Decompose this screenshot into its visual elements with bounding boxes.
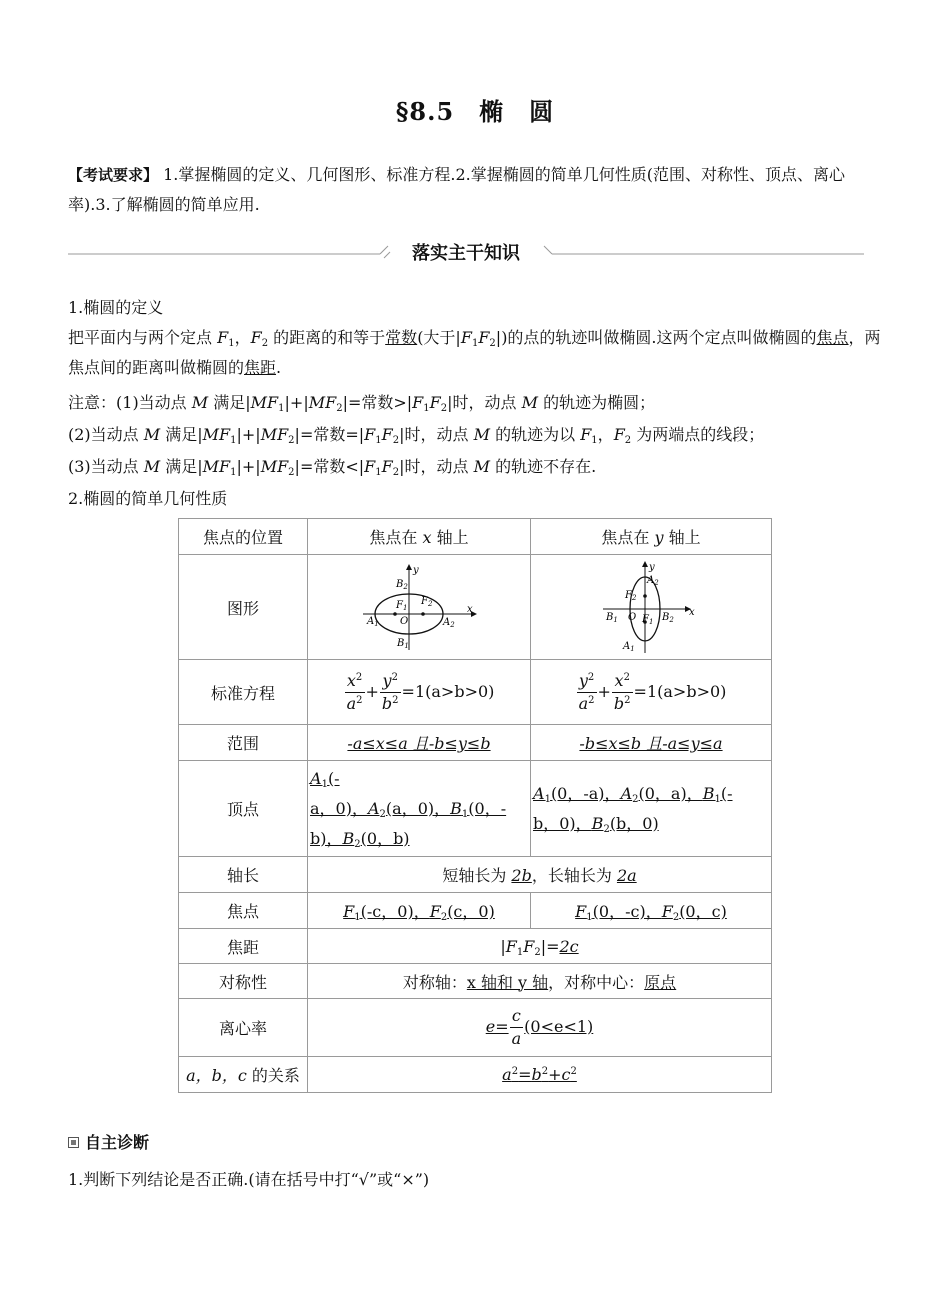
question-1: 1.判断下列结论是否正确.(请在括号中打“√”或“×”) [68, 1170, 430, 1189]
requirements-text: 1.掌握椭圆的定义、几何图形、标准方程.2.掌握椭圆的简单几何性质(范围、对称性、顶点、离心率).3.了解椭圆的简单应用. [68, 165, 845, 214]
horizontal-ellipse-figure [359, 562, 479, 652]
table-row [179, 929, 772, 964]
vertices-y: $A_1(0$，-a)，$A_2(0$，a)，$B_1(-$ b，0)，$B_2(b$，0) [531, 761, 772, 857]
svg-text:O: O [400, 616, 409, 627]
note-1: 注意：(1)当动点 M 满足$|MF_1|+|MF_2|=$常数$>|F_1F_2|$时，动点 M 的轨迹为椭圆； [68, 393, 656, 414]
row-label-focal-distance: 焦距 [179, 929, 308, 964]
range-y: -b≤x≤b 且-a≤y≤a [531, 725, 772, 761]
svg-text:B1: $B_1$ [397, 638, 409, 650]
abc-relation: $a^2=b^2+c^2$ [308, 1057, 772, 1093]
table-row [179, 893, 772, 929]
svg-text:B1: $B_1$ [606, 612, 618, 624]
vertices-x: $A_1(-$ a，0)，$A_2(a$，0)，$B_1(0$，- b)，$B_2(0$，b) [308, 761, 531, 857]
figure-x-ellipse [308, 555, 531, 660]
row-label-eccentricity: 离心率 [179, 999, 308, 1057]
svg-text:F2: $F_2$ [421, 596, 433, 608]
section2-heading: 2.椭圆的简单几何性质 [68, 489, 228, 508]
svg-text:O: O [628, 612, 637, 623]
svg-text:A1: $A_1$ [367, 616, 379, 628]
svg-text:y: y [413, 565, 419, 576]
square-bullet-icon [68, 1137, 79, 1148]
table-row [179, 725, 772, 761]
table-row [179, 1057, 772, 1093]
table-row [179, 761, 772, 857]
section-banner [68, 238, 864, 270]
ellipse-properties-table [178, 518, 772, 1093]
section1-heading: 1.椭圆的定义 [68, 298, 164, 317]
foci-x: $F_1(-c$，0)，$F_2(c$，0) [308, 893, 531, 929]
underlined-constant: 常数 [385, 328, 418, 347]
note-2: (2)当动点 M 满足$|MF_1|+|MF_2|=$常数$=|F_1F_2|$时，动点 M 的轨迹为以 $F_1$，$F_2$ 为两端点的线段； [68, 425, 765, 446]
svg-text:B2: $B_2$ [662, 612, 674, 624]
foci-y: $F_1(0$，-c)，$F_2(0$，c) [531, 893, 772, 929]
symmetry: 对称轴：x 轴和 y 轴，对称中心：原点 [308, 964, 772, 999]
table-row [179, 857, 772, 893]
row-label-foci: 焦点 [179, 893, 308, 929]
svg-text:y: y [649, 562, 655, 573]
row-label-axis-length: 轴长 [179, 857, 308, 893]
eccentricity: e= $\frac{c}{a}$ (0<e<1) [308, 999, 772, 1057]
header-x-axis: 焦点在 x 轴上 [308, 519, 531, 555]
row-label-range: 范围 [179, 725, 308, 761]
svg-text:A1: $A_1$ [623, 641, 635, 653]
svg-text:B2: $B_2$ [396, 579, 408, 591]
self-diagnosis-heading: 自主诊断 [68, 1130, 149, 1153]
header-position: 焦点的位置 [179, 519, 308, 555]
range-x: -a≤x≤a 且-b≤y≤b [308, 725, 531, 761]
svg-text:F1: $F_1$ [642, 614, 654, 626]
table-row [179, 555, 772, 660]
equation-y: $\frac{y^2}{a^2}$ + $\frac{x^2}{b^2}$ =1(a>b>0) [531, 660, 772, 725]
svg-text:A2: $A_2$ [647, 575, 659, 587]
table-row [179, 519, 772, 555]
page-title: §8.5 椭 圆 [395, 97, 555, 126]
vertical-ellipse-figure [601, 559, 701, 655]
row-label-vertices: 顶点 [179, 761, 308, 857]
definition-paragraph: 把平面内与两个定点 $F_1$，$F_2$ 的距离的和等于常数(大于$|F_1F_2|$)的点的轨迹叫做椭圆.这两个定点叫做椭圆的焦点，两焦点间的距离叫做椭圆的焦距. [68, 328, 881, 377]
svg-text:F2: $F_2$ [625, 590, 637, 602]
axis-length: 短轴长为 2b，长轴长为 2a [308, 857, 772, 893]
row-label-equation: 标准方程 [179, 660, 308, 725]
equation-x: $\frac{x^2}{a^2}$ + $\frac{y^2}{b^2}$ =1(a>b>0) [308, 660, 531, 725]
svg-text:A2: $A_2$ [443, 617, 455, 629]
svg-text:F1: $F_1$ [396, 600, 408, 612]
exam-requirements [68, 160, 883, 220]
svg-text:x: x [689, 607, 695, 618]
note-3: (3)当动点 M 满足$|MF_1|+|MF_2|=$常数$<|F_1F_2|$时，动点 M 的轨迹不存在. [68, 457, 597, 478]
focal-distance: $|F_1F_2|=2c$ [308, 929, 772, 964]
table-row [179, 660, 772, 725]
row-label-symmetry: 对称性 [179, 964, 308, 999]
underlined-foci: 焦点 [816, 328, 849, 347]
table-row [179, 964, 772, 999]
banner-title: 落实主干知识 [412, 243, 520, 264]
requirements-label: 【考试要求】 [68, 166, 159, 184]
table-row [179, 999, 772, 1057]
svg-text:x: x [467, 604, 473, 615]
row-label-relation: a，b，c 的关系 [179, 1057, 308, 1093]
header-y-axis: 焦点在 y 轴上 [531, 519, 772, 555]
figure-y-ellipse [531, 555, 772, 660]
row-label-figure: 图形 [179, 555, 308, 660]
underlined-focal-distance: 焦距 [244, 358, 277, 377]
